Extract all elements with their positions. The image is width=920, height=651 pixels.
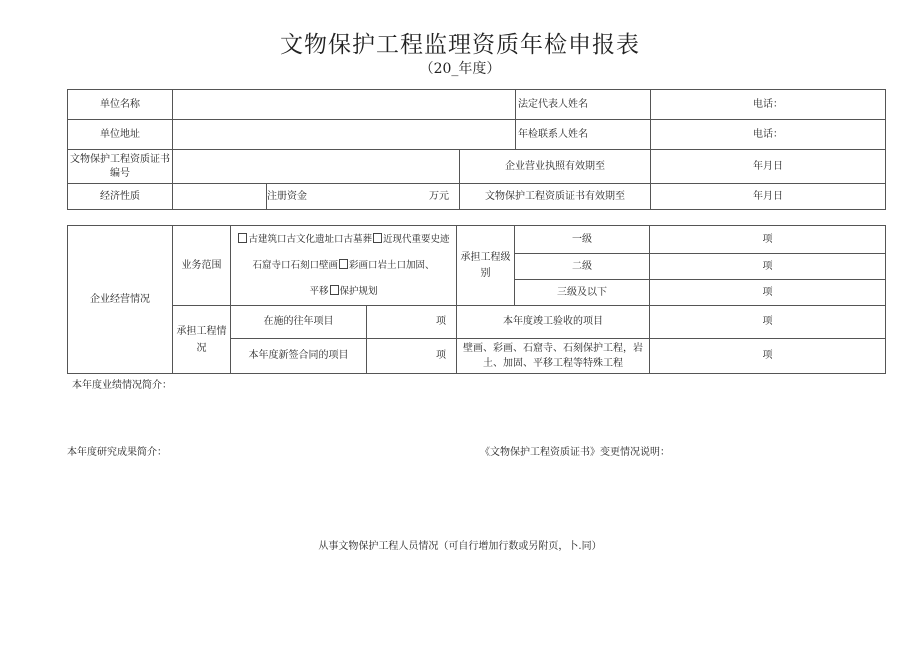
label-projects: 承担工程情况 <box>173 306 231 374</box>
input-phone-1[interactable] <box>651 90 886 120</box>
new-signed-count[interactable] <box>367 339 457 374</box>
ongoing-unit: 项 <box>436 316 446 327</box>
input-license-date[interactable] <box>651 150 886 184</box>
label-biz-scope: 业务范围 <box>173 226 231 306</box>
scope-option-1: 古建筑口古文化遗址口古墓葬 <box>248 233 372 245</box>
label-phone-1: 电话： <box>753 98 784 110</box>
scope-option-4: 彩画口岩土口加固、 <box>349 259 435 271</box>
scope-option-5: 平移 <box>309 285 329 297</box>
label-cert-no: 文物保护工程资质证书编号 <box>68 150 173 184</box>
label-staff: 从事文物保护工程人员情况（可自行增加行数或另附页，卜.同） <box>318 541 602 552</box>
info-table <box>67 89 886 210</box>
label-legal-rep: 法定代表人姓名 <box>516 90 651 120</box>
label-unit-address: 单位地址 <box>68 120 173 150</box>
label-ymd-1: 年月日 <box>753 160 784 172</box>
label-unit-name: 单位名称 <box>68 90 173 120</box>
form-title: 文物保护工程监理资质年检申报表 <box>280 32 640 58</box>
label-econ-type: 经济性质 <box>68 184 173 210</box>
label-completed: 本年度竣工验收的项目 <box>457 306 650 339</box>
new-signed-unit: 项 <box>436 350 446 361</box>
completed-count[interactable] <box>650 306 886 339</box>
grade-3-count[interactable] <box>650 280 886 306</box>
ongoing-count[interactable] <box>367 306 457 339</box>
label-license-valid: 企业营业执照有效期至 <box>460 150 651 184</box>
label-reg-capital: 注册资金 <box>267 190 307 202</box>
checkbox-planning[interactable] <box>330 285 339 295</box>
label-new-signed: 本年度新签合同的项目 <box>231 339 367 374</box>
scope-option-3: 石窟寺口石刻口壁画 <box>252 259 338 271</box>
label-grade: 承担工程级别 <box>457 226 515 306</box>
label-performance: 本年度业绩情况简介： <box>72 380 172 391</box>
label-research: 本年度研究成果简介： <box>67 447 167 458</box>
input-phone-2[interactable] <box>651 120 886 150</box>
special-unit: 项 <box>762 350 773 361</box>
label-cert-valid: 文物保护工程资质证书有效期至 <box>460 184 651 210</box>
grade-2-label: 二级 <box>515 254 650 280</box>
grade-2-unit: 项 <box>762 260 773 272</box>
grade-2-count[interactable] <box>650 254 886 280</box>
label-special: 壁画、彩画、石窟寺、石刻保护工程，岩土、加固、平移工程等特殊工程 <box>457 339 650 374</box>
checkbox-painting[interactable] <box>339 259 348 269</box>
grade-3-unit: 项 <box>762 286 773 298</box>
grade-1-unit: 项 <box>762 233 773 245</box>
form-year: （20_年度） <box>419 61 501 77</box>
input-unit-address[interactable] <box>173 120 516 150</box>
label-wan-yuan: 万元 <box>429 190 449 202</box>
label-ongoing: 在施的往年项目 <box>231 306 367 339</box>
scope-option-6: 保护规划 <box>339 285 378 297</box>
special-count[interactable] <box>650 339 886 374</box>
input-econ-type[interactable] <box>173 184 267 210</box>
checkbox-modern-site[interactable] <box>373 233 382 243</box>
completed-unit: 项 <box>762 316 773 327</box>
input-unit-name[interactable] <box>173 90 516 120</box>
grade-1-count[interactable] <box>650 226 886 254</box>
label-inspect-contact: 年检联系人姓名 <box>516 120 651 150</box>
scope-option-2: 近现代重要史迹 <box>383 233 450 245</box>
input-reg-capital[interactable] <box>267 184 460 210</box>
scope-checklist <box>231 226 457 306</box>
grade-1-label: 一级 <box>515 226 650 254</box>
input-cert-date[interactable] <box>651 184 886 210</box>
label-cert-change: 《文物保护工程资质证书》变更情况说明： <box>480 447 670 458</box>
label-section-ops: 企业经营情况 <box>68 226 173 374</box>
label-ymd-2: 年月日 <box>753 190 784 202</box>
ops-table <box>67 225 886 374</box>
grade-3-label: 三级及以下 <box>515 280 650 306</box>
checkbox-ancient-building[interactable] <box>238 233 247 243</box>
input-cert-no[interactable] <box>173 150 460 184</box>
label-phone-2: 电话： <box>753 128 784 140</box>
